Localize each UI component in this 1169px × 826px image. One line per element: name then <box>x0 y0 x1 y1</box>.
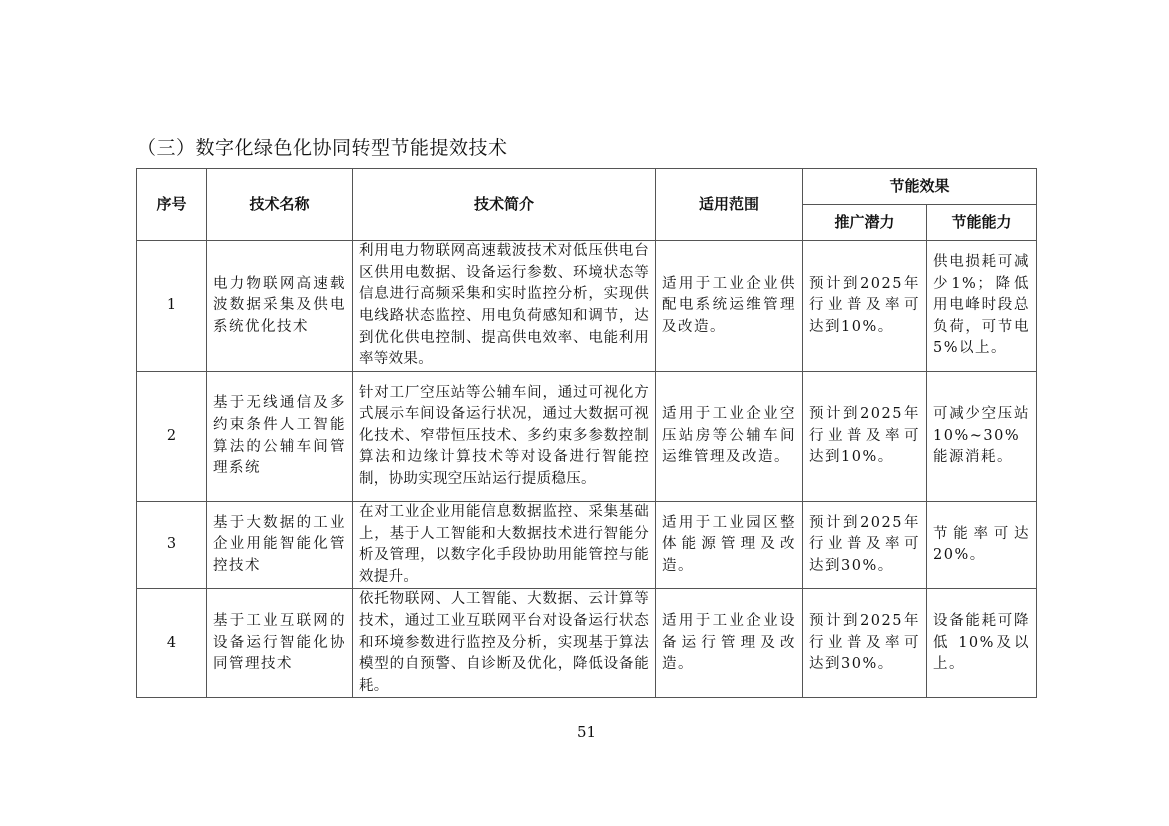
cell-no: 3 <box>137 502 207 589</box>
header-potential: 推广潜力 <box>803 205 927 241</box>
cell-scope: 适用于工业企业设备运行管理及改造。 <box>656 589 803 698</box>
table-row <box>137 589 1037 698</box>
cell-scope: 适用于工业园区整体能源管理及改造。 <box>656 502 803 589</box>
cell-no: 1 <box>137 241 207 372</box>
cell-name: 基于工业互联网的设备运行智能化协同管理技术 <box>207 589 353 698</box>
section-title: （三）数字化绿色化协同转型节能提效技术 <box>137 137 508 159</box>
cell-potential: 预计到2025年行业普及率可达到10%。 <box>803 241 927 372</box>
table-row <box>137 241 1037 372</box>
cell-name: 基于无线通信及多约束条件人工智能算法的公辅车间管理系统 <box>207 372 353 502</box>
cell-summary: 依托物联网、人工智能、大数据、云计算等技术，通过工业互联网平台对设备运行状态和环境参数进行监控及分析，实现基于算法模型的自预警、自诊断及优化，降低设备能耗。 <box>353 589 656 698</box>
cell-capacity: 供电损耗可减少1%；降低用电峰时段总负荷，可节电 5%以上。 <box>927 241 1037 372</box>
header-scope: 适用范围 <box>656 169 803 241</box>
table-row <box>137 372 1037 502</box>
cell-name: 基于大数据的工业企业用能智能化管控技术 <box>207 502 353 589</box>
cell-no: 4 <box>137 589 207 698</box>
cell-potential: 预计到2025年行业普及率可达到30%。 <box>803 589 927 698</box>
header-capacity: 节能能力 <box>927 205 1037 241</box>
cell-summary: 在对工业企业用能信息数据监控、采集基础上，基于人工智能和大数据技术进行智能分析及管理，以数字化手段协助用能管控与能效提升。 <box>353 502 656 589</box>
cell-scope: 适用于工业企业供配电系统运维管理及改造。 <box>656 241 803 372</box>
table-header-row <box>137 169 1037 205</box>
cell-potential: 预计到2025年行业普及率可达到30%。 <box>803 502 927 589</box>
header-name: 技术名称 <box>207 169 353 241</box>
header-no: 序号 <box>137 169 207 241</box>
technology-table <box>136 168 1037 698</box>
cell-potential: 预计到2025年行业普及率可达到10%。 <box>803 372 927 502</box>
page-number: 51 <box>577 723 597 741</box>
cell-capacity: 节能率可达20%。 <box>927 502 1037 589</box>
cell-name: 电力物联网高速载波数据采集及供电系统优化技术 <box>207 241 353 372</box>
cell-summary: 利用电力物联网高速载波技术对低压供电台区供用电数据、设备运行参数、环境状态等信息进行高频采集和实时监控分析，实现供电线路状态监控、用电负荷感知和调节，达到优化供电控制、提高供电效率、电能利用率等效果。 <box>353 241 656 372</box>
cell-scope: 适用于工业企业空压站房等公辅车间运维管理及改造。 <box>656 372 803 502</box>
cell-no: 2 <box>137 372 207 502</box>
cell-capacity: 可减少空压站 10%~30%能源消耗。 <box>927 372 1037 502</box>
cell-capacity: 设备能耗可降低 10%及以上。 <box>927 589 1037 698</box>
table-row <box>137 502 1037 589</box>
cell-summary: 针对工厂空压站等公辅车间，通过可视化方式展示车间设备运行状况，通过大数据可视化技术、窄带恒压技术、多约束多参数控制算法和边缘计算技术等对设备进行智能控制，协助实现空压站运行提质稳压。 <box>353 372 656 502</box>
header-effect-group: 节能效果 <box>803 169 1037 205</box>
header-summary: 技术简介 <box>353 169 656 241</box>
